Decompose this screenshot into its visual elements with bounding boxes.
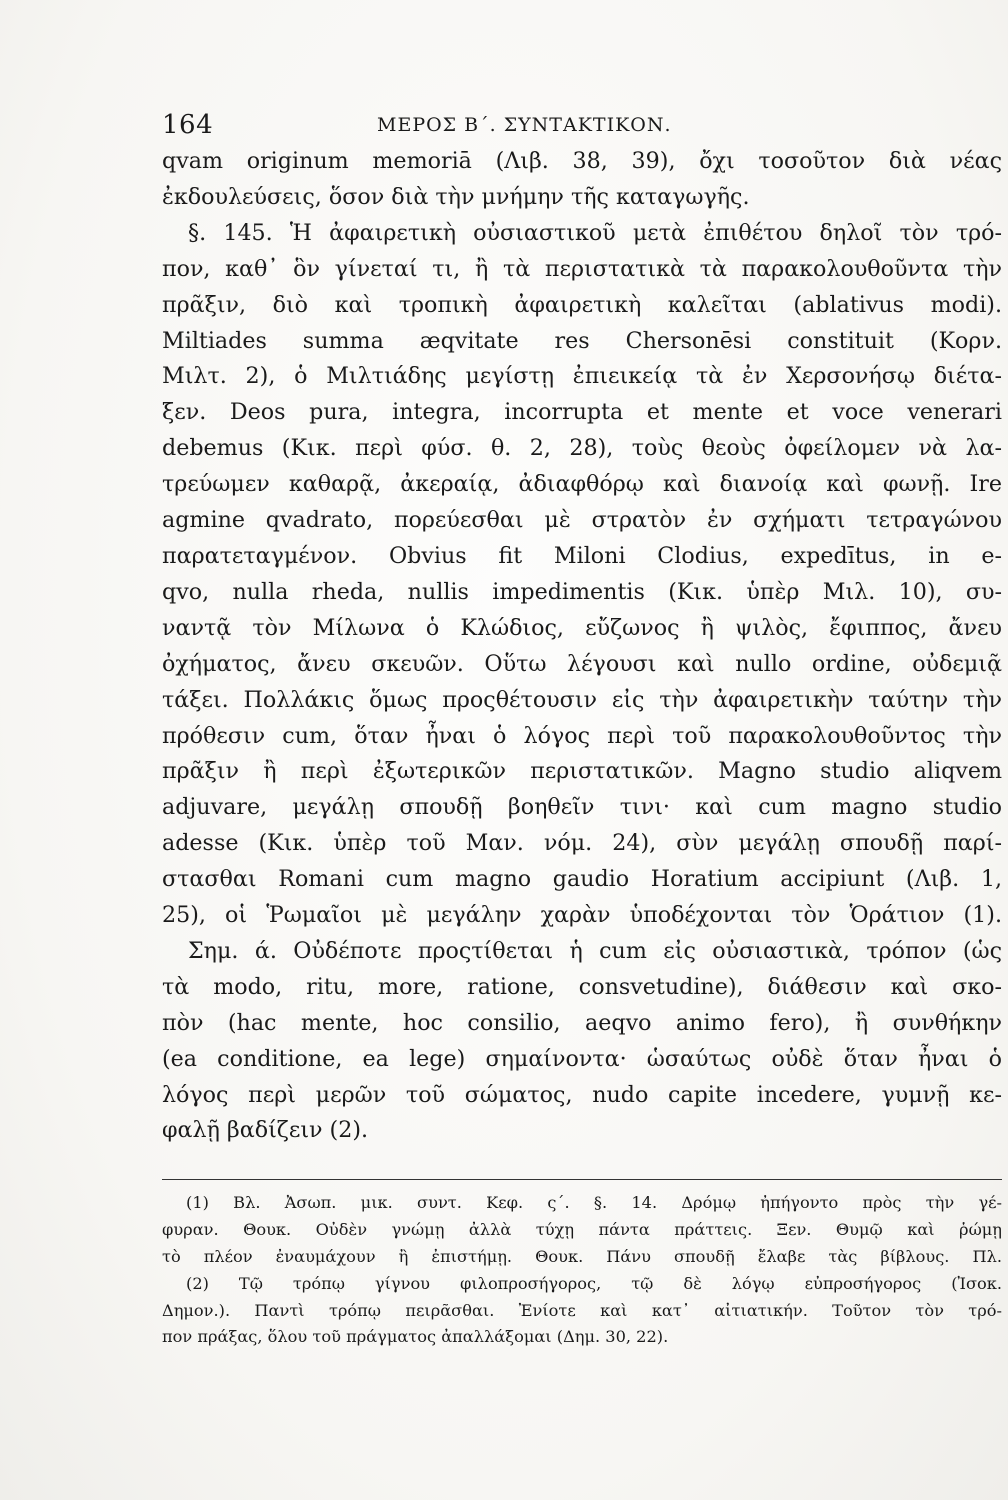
text-line: τάξει. Πολλάκις ὅμως προςθέτουσιν εἰς τὴν ἀφαιρετικὴν ταύτην τὴν bbox=[162, 686, 1002, 713]
text-line: Miltiades summa æqvitate res Chersonēsi constituit (Κορν. bbox=[162, 327, 1002, 354]
running-header bbox=[162, 104, 1002, 144]
running-title: ΜΕΡΟΣ Β΄. ΣΥΝΤΑΚΤΙΚΟΝ. bbox=[377, 114, 672, 136]
text-line: λόγος περὶ μερῶν τοῦ σώματος, nudo capite incedere, γυμνῇ κε- bbox=[162, 1081, 1002, 1108]
text-line: qvam originum memoriā (Λιβ. 38, 39), ὄχι τοσοῦτον διὰ νέας bbox=[162, 148, 1002, 174]
text-line: φαλῇ βαδίζειν (2). bbox=[162, 1117, 369, 1144]
footnote-line: Δημον.). Παντὶ τρόπῳ πειρᾶσθαι. Ἐνίοτε καὶ κατ᾽ αἰτιατικήν. Τοῦτον τὸν τρό- bbox=[162, 1300, 1002, 1320]
main-text bbox=[162, 144, 1002, 1149]
footnote-line: (1) Βλ. Ἀσωπ. μικ. συντ. Κεφ. ς΄. §. 14. Δρόμῳ ἠπήγοντο πρὸς τὴν γέ- bbox=[186, 1193, 1002, 1213]
text-line: adjuvare, μεγάλῃ σπουδῇ βοηθεῖν τινι· καὶ cum magno studio bbox=[162, 794, 1002, 821]
text-line: qvo, nulla rheda, nullis impedimentis (Κικ. ὑπὲρ Μιλ. 10), συ- bbox=[162, 578, 1002, 605]
text-line: ξεν. Deos pura, integra, incorrupta et mente et voce venerari bbox=[162, 399, 1002, 426]
text-line: πρόθεσιν cum, ὅταν ἦναι ὁ λόγος περὶ τοῦ παρακολουθοῦντος τὴν bbox=[162, 722, 1002, 749]
text-line: πρᾶξιν, διὸ καὶ τροπικὴ ἀφαιρετικὴ καλεῖται (ablativus modi). bbox=[162, 291, 1002, 318]
text-line: debemus (Κικ. περὶ φύσ. θ. 2, 28), τοὺς θεοὺς ὀφείλομεν νὰ λα- bbox=[162, 435, 1002, 462]
text-line: Μιλτ. 2), ὁ Μιλτιάδης μεγίστῃ ἐπιεικείᾳ τὰ ἐν Χερσονήσῳ διέτα- bbox=[162, 363, 1002, 390]
text-line: πον, καθ᾽ ὃν γίνεταί τι, ἢ τὰ περιστατικὰ τὰ παρακολουθοῦντα τὴν bbox=[162, 255, 1002, 282]
page-number: 164 bbox=[162, 110, 214, 140]
text-line: adesse (Κικ. ὑπὲρ τοῦ Μαν. νόμ. 24), σὺν μεγάλῃ σπουδῇ παρί- bbox=[162, 830, 1002, 857]
text-line: τρεύωμεν καθαρᾷ, ἀκεραίᾳ, ἀδιαφθόρῳ καὶ διανοίᾳ καὶ φωνῇ. Ire bbox=[162, 471, 1002, 498]
footnote-divider bbox=[162, 1179, 1002, 1180]
text-line: τὰ modo, ritu, more, ratione, consvetudine), διάθεσιν καὶ σκο- bbox=[162, 973, 1002, 1000]
footnote-line: φυραν. Θουκ. Οὐδὲν γνώμῃ ἀλλὰ τύχῃ πάντα πράττεις. Ξεν. Θυμῷ καὶ ῥώμῃ bbox=[162, 1220, 1002, 1240]
footnotes bbox=[162, 1190, 1002, 1351]
text-line: παρατεταγμένον. Obvius fit Miloni Clodius, expedītus, in e- bbox=[162, 542, 1002, 569]
text-line: πὸν (hac mente, hoc consilio, aeqvo animo fero), ἢ συνθήκην bbox=[162, 1009, 1002, 1036]
text-line: 25), οἱ Ῥωμαῖοι μὲ μεγάλην χαρὰν ὑποδέχονται τὸν Ὁράτιον (1). bbox=[162, 902, 1002, 929]
note-line: Σημ. ά. Οὐδέποτε προςτίθεται ἡ cum εἰς οὐσιαστικὰ, τρόπον (ὡς bbox=[188, 937, 1002, 964]
text-line: πρᾶξιν ἢ περὶ ἐξωτερικῶν περιστατικῶν. Magno studio aliqvem bbox=[162, 758, 1002, 785]
text-line: (ea conditione, ea lege) σημαίνοντα· ὡσαύτως οὐδὲ ὅταν ἦναι ὁ bbox=[162, 1045, 1002, 1072]
footnote-line: πον πράξας, ὅλου τοῦ πράγματος ἀπαλλάξομαι (Δημ. 30, 22). bbox=[162, 1327, 669, 1347]
footnote-line: τὸ πλέον ἐναυμάχουν ἢ ἐπιστήμῃ. Θουκ. Πάνυ σπουδῇ ἔλαβε τὰς βίβλους. Πλ. bbox=[162, 1246, 1002, 1266]
text-line: ἐκδουλεύσεις, ὅσον διὰ τὴν μνήμην τῆς καταγωγῆς. bbox=[162, 183, 750, 210]
section-heading-line: §. 145. Ἡ ἀφαιρετικὴ οὐσιαστικοῦ μετὰ ἐπιθέτου δηλοῖ τὸν τρό- bbox=[188, 219, 1002, 246]
text-line: agmine qvadrato, πορεύεσθαι μὲ στρατὸν ἐν σχήματι τετραγώνου bbox=[162, 507, 1002, 534]
text-line: ναντᾷ τὸν Μίλωνα ὁ Κλώδιος, εὔζωνος ἢ ψιλὸς, ἔφιππος, ἄνευ bbox=[162, 614, 1002, 641]
footnote-line: (2) Τῷ τρόπῳ γίγνου φιλοπροσήγορος, τῷ δὲ λόγῳ εὐπροσήγορος (Ἰσοκ. bbox=[186, 1273, 1002, 1293]
book-page bbox=[162, 100, 1002, 1351]
text-line: στασθαι Romani cum magno gaudio Horatium accipiunt (Λιβ. 1, bbox=[162, 866, 1002, 893]
text-line: ὀχήματος, ἄνευ σκευῶν. Οὕτω λέγουσι καὶ nullo ordine, οὐδεμιᾷ bbox=[162, 650, 1002, 677]
